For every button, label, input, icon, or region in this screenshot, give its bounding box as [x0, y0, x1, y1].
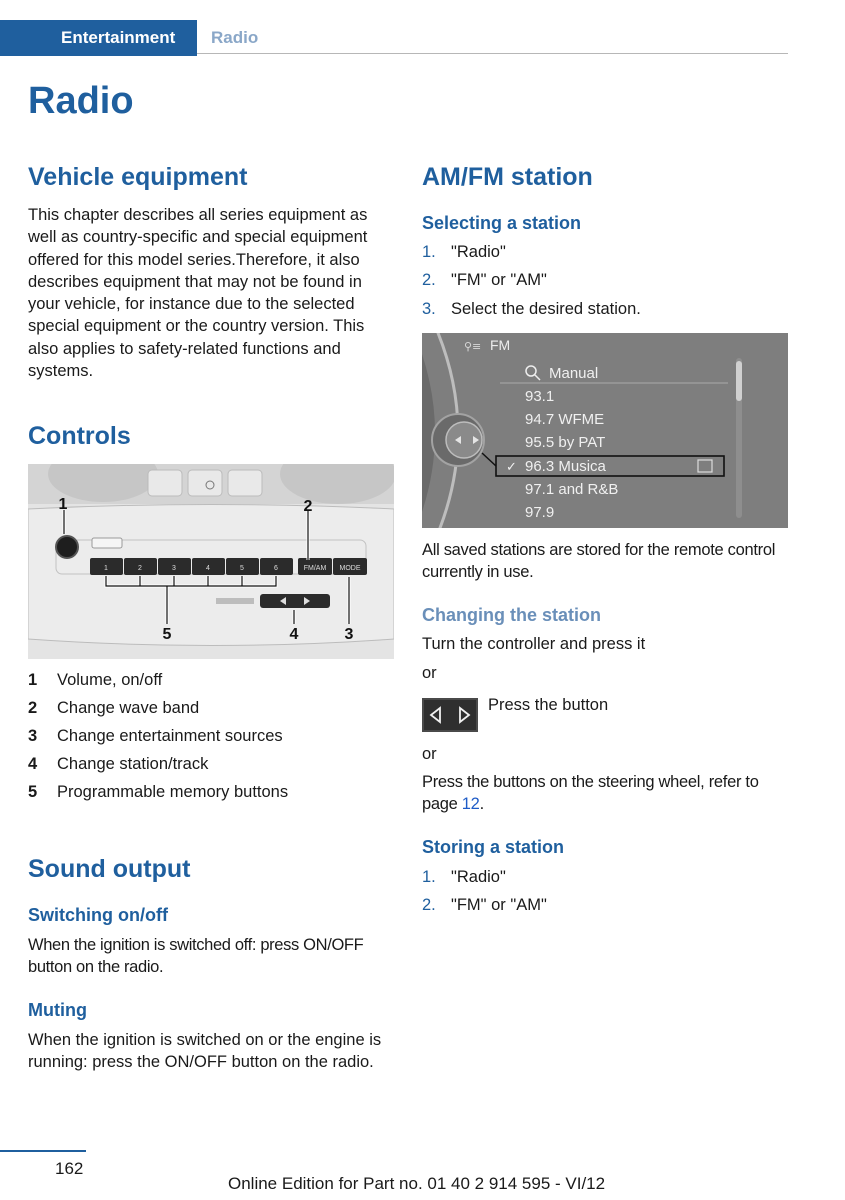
footer-divider — [0, 1150, 86, 1152]
preset-label-5: 5 — [240, 565, 244, 572]
header-tab-entertainment-label: Entertainment — [61, 28, 176, 47]
header-tab-radio[interactable]: Radio — [211, 28, 259, 47]
callout-1: 1 — [58, 496, 68, 513]
callout-3: 3 — [344, 626, 354, 643]
preset-label-2: 2 — [138, 565, 142, 572]
station-2[interactable]: 94.7 WFME — [525, 411, 605, 428]
or-text-1: or — [422, 664, 437, 682]
saved-stations-text: All saved stations are stored for the remote control currently in use. — [422, 541, 776, 582]
preset-label-3: 3 — [172, 565, 176, 572]
callout-2: 2 — [303, 498, 313, 515]
station-5[interactable]: 97.1 and R&B — [525, 481, 619, 498]
station-6[interactable]: 97.9 — [525, 504, 555, 521]
mode-label: MODE — [339, 565, 361, 572]
heading-amfm: AM/FM station — [422, 163, 593, 191]
switching-text: When the ignition is switched off: press ON/OFF button on the radio. — [28, 936, 364, 977]
seek-button-icon — [422, 698, 478, 732]
svg-text:⚲≡: ⚲≡ — [464, 340, 482, 353]
vehicle-equipment-text: This chapter describes all series equipment as well as country-specific and special equipment offered for this model series.Therefore, it also describes equipment that may not be found in your vehicle, for instance due to the selected special equipment or the country version. This also applies to safety-related functions and systems. — [28, 206, 368, 381]
preset-label-1: 1 — [104, 565, 108, 572]
heading-selecting: Selecting a station — [422, 213, 582, 233]
callout-4: 4 — [289, 626, 299, 643]
heading-vehicle-equipment: Vehicle equipment — [28, 163, 248, 191]
station-1[interactable]: 93.1 — [525, 388, 555, 405]
preset-label-4: 4 — [206, 565, 210, 572]
page-link[interactable]: 12 — [461, 795, 480, 814]
preset-label-6: 6 — [274, 565, 278, 572]
steering-wheel-text: Press the buttons on the steering wheel, refer to page 12. — [422, 773, 759, 814]
svg-text:✓: ✓ — [506, 460, 517, 475]
heading-muting: Muting — [28, 1000, 87, 1020]
heading-switching: Switching on/off — [28, 905, 168, 925]
callout-5: 5 — [162, 626, 172, 643]
radio-screen — [422, 333, 788, 528]
heading-changing: Changing the station — [422, 605, 601, 625]
radio-controls-illustration — [28, 464, 394, 659]
press-button-text: Press the button — [488, 696, 609, 714]
heading-storing: Storing a station — [422, 837, 565, 857]
footer-edition: Online Edition for Part no. 01 40 2 914 595 - VI/12 — [228, 1174, 606, 1193]
or-text-2: or — [422, 745, 437, 763]
screen-title: FM — [490, 337, 511, 353]
screen-manual[interactable]: Manual — [549, 365, 599, 382]
header-tab-entertainment[interactable] — [0, 20, 197, 56]
heading-controls: Controls — [28, 422, 131, 450]
page-title: Radio — [28, 80, 134, 122]
station-4-selected[interactable]: 96.3 Musica — [525, 458, 606, 475]
volume-knob — [56, 536, 78, 558]
heading-sound-output: Sound output — [28, 855, 191, 883]
changing-text: Turn the controller and press it — [422, 635, 646, 653]
header-divider — [197, 53, 788, 54]
station-3[interactable]: 95.5 by PAT — [525, 434, 606, 451]
muting-text: When the ignition is switched on or the engine is running: press the ON/OFF button on the radio. — [28, 1031, 382, 1072]
fmam-label: FM/AM — [303, 565, 327, 572]
page-number: 162 — [55, 1159, 84, 1178]
